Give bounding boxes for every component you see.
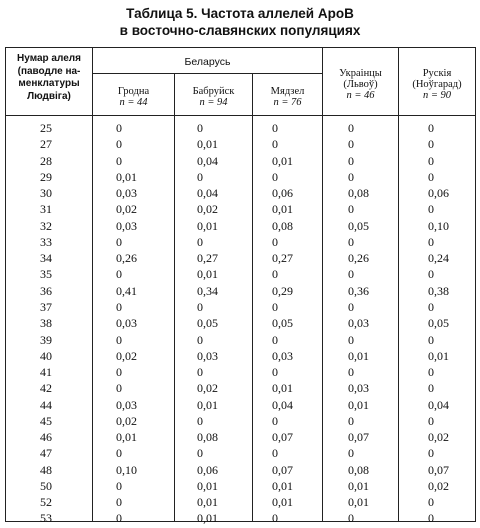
frequency-cell: 0,26 [116,251,137,266]
frequency-cell: 0,01 [272,478,293,493]
frequency-cell: 0,41 [116,283,137,298]
frequency-cell: 0 [428,299,434,314]
allele-number-cell: 32 [40,218,52,233]
frequency-cell: 0,03 [197,348,218,363]
frequency-cell: 0,02 [197,381,218,396]
frequency-cell: 0,07 [272,462,293,477]
frequency-cell: 0 [348,202,354,217]
frequency-cell: 0 [348,267,354,282]
frequency-cell: 0,06 [428,186,449,201]
allele-number-cell: 30 [40,186,52,201]
frequency-cell: 0,29 [272,283,293,298]
frequency-cell: 0 [116,153,122,168]
frequency-cell: 0,01 [197,397,218,412]
frequency-cell: 0 [116,332,122,347]
frequency-cell: 0,01 [272,495,293,510]
frequency-cell: 0 [272,511,278,526]
frequency-cell: 0,02 [428,478,449,493]
frequency-cell: 0 [116,495,122,510]
frequency-cell: 0 [348,511,354,526]
frequency-cell: 0 [116,511,122,526]
allele-number-cell: 37 [40,299,52,314]
frequency-cell: 0,10 [116,462,137,477]
frequency-cell: 0 [116,137,122,152]
frequency-cell: 0,07 [428,462,449,477]
allele-number-cell: 35 [40,267,52,282]
frequency-cell: 0 [197,121,203,135]
frequency-cell: 0 [428,202,434,217]
frequency-cell: 0 [348,121,354,135]
frequency-cell: 0 [272,332,278,347]
frequency-cell: 0 [348,299,354,314]
header-babruisk: Бабруйск n = 94 [192,86,235,108]
frequency-cell: 0 [348,446,354,461]
header-ukrainians: Украінцы (Львоў) n = 46 [339,68,382,101]
frequency-cell: 0,02 [197,202,218,217]
frequency-cell: 0 [428,267,434,282]
table-title: Таблица 5. Частота аллелей АроВ [126,6,354,21]
allele-number-cell: 38 [40,316,52,331]
allele-number-cell: 47 [40,446,52,461]
frequency-cell: 0 [428,495,434,510]
frequency-cell: 0,07 [272,430,293,445]
frequency-cell: 0,04 [197,153,218,168]
frequency-cell: 0,27 [272,251,293,266]
frequency-cell: 0 [428,413,434,428]
table-border [6,48,476,522]
frequency-cell: 0,01 [348,397,369,412]
frequency-cell: 0 [197,299,203,314]
frequency-cell: 0 [348,234,354,249]
frequency-cell: 0,01 [348,478,369,493]
frequency-cell: 0 [428,381,434,396]
frequency-cell: 0,03 [348,316,369,331]
frequency-cell: 0 [428,365,434,380]
header-belarus: Беларусь [184,56,231,68]
allele-number-cell: 48 [40,462,52,477]
frequency-cell: 0 [116,234,122,249]
frequency-cell: 0,01 [197,495,218,510]
frequency-cell: 0 [348,169,354,184]
allele-number-cell: 52 [40,495,52,510]
table-subtitle: в восточно-славянских популяциях [119,23,361,38]
frequency-cell: 0,05 [197,316,218,331]
frequency-cell: 0,01 [272,153,293,168]
frequency-cell: 0,02 [428,430,449,445]
header-myadzel: Мядзел n = 76 [270,86,305,108]
frequency-cell: 0,03 [348,381,369,396]
allele-number-cell: 39 [40,332,52,347]
header-grodna: Гродна n = 44 [117,86,150,108]
allele-number-cell: 29 [40,169,52,184]
frequency-cell: 0,01 [197,511,218,526]
frequency-cell: 0,01 [197,478,218,493]
frequency-cell: 0 [116,478,122,493]
frequency-cell: 0 [348,365,354,380]
frequency-cell: 0,01 [272,202,293,217]
frequency-cell: 0,04 [197,186,218,201]
frequency-cell: 0 [428,332,434,347]
frequency-cell: 0 [116,446,122,461]
allele-number-cell: 27 [40,137,52,152]
allele-number-cell: 33 [40,234,52,249]
frequency-cell: 0,01 [348,495,369,510]
frequency-cell: 0,27 [197,251,218,266]
frequency-cell: 0 [428,169,434,184]
frequency-cell: 0,03 [116,186,137,201]
frequency-cell: 0,34 [197,283,218,298]
frequency-cell: 0,08 [197,430,218,445]
allele-number-cell: 28 [40,153,52,168]
frequency-cell: 0,05 [272,316,293,331]
frequency-cell: 0 [197,234,203,249]
frequency-cell: 0,03 [116,218,137,233]
frequency-cell: 0,02 [116,413,137,428]
frequency-cell: 0 [428,234,434,249]
frequency-cell: 0 [116,299,122,314]
frequency-cell: 0 [116,121,122,135]
allele-number-cell: 53 [40,511,52,526]
frequency-cell: 0 [272,169,278,184]
frequency-cell: 0,08 [348,186,369,201]
frequency-cell: 0,08 [348,462,369,477]
frequency-cell: 0,07 [348,430,369,445]
frequency-cell: 0 [428,137,434,152]
allele-number-cell: 46 [40,430,52,445]
header-russians: Рускія (Ноўгарад) n = 90 [412,68,462,101]
frequency-cell: 0 [197,169,203,184]
allele-number-cell: 41 [40,365,52,380]
frequency-cell: 0 [348,413,354,428]
allele-number-cell: 44 [40,397,52,412]
frequency-cell: 0 [272,446,278,461]
frequency-cell: 0 [197,365,203,380]
frequency-cell: 0,10 [428,218,449,233]
frequency-cell: 0 [272,365,278,380]
frequency-cell: 0,03 [116,397,137,412]
allele-number-cell: 25 [40,121,52,135]
frequency-cell: 0 [197,413,203,428]
frequency-cell: 0 [428,121,434,135]
frequency-cell: 0 [197,446,203,461]
allele-number-cell: 42 [40,381,52,396]
allele-number-cell: 40 [40,348,52,363]
frequency-cell: 0,36 [348,283,369,298]
frequency-cell: 0,02 [116,202,137,217]
frequency-cell: 0,01 [116,430,137,445]
frequency-cell: 0,24 [428,251,449,266]
frequency-cell: 0 [272,137,278,152]
frequency-cell: 0 [272,413,278,428]
allele-number-cell: 31 [40,202,52,217]
frequency-cell: 0,03 [272,348,293,363]
frequency-cell: 0 [116,381,122,396]
allele-number-cell: 45 [40,413,52,428]
frequency-cell: 0 [348,332,354,347]
frequency-cell: 0,02 [116,348,137,363]
frequency-cell: 0 [272,299,278,314]
allele-number-cell: 34 [40,251,52,266]
header-allele-number: Нумар алеля (паводле на- менклатуры Людвіга) [17,53,81,102]
frequency-cell: 0 [197,332,203,347]
frequency-cell: 0,26 [348,251,369,266]
allele-number-cell: 50 [40,478,52,493]
frequency-cell: 0 [348,137,354,152]
frequency-cell: 0,01 [197,137,218,152]
frequency-cell: 0,04 [272,397,293,412]
frequency-cell: 0 [272,234,278,249]
frequency-cell: 0,38 [428,283,449,298]
frequency-cell: 0,03 [116,316,137,331]
frequency-cell: 0 [428,511,434,526]
frequency-cell: 0 [116,365,122,380]
frequency-cell: 0,01 [428,348,449,363]
frequency-cell: 0,01 [197,218,218,233]
frequency-cell: 0 [272,121,278,135]
frequency-cell: 0,01 [348,348,369,363]
frequency-cell: 0 [428,153,434,168]
frequency-cell: 0,01 [116,169,137,184]
frequency-cell: 0,06 [272,186,293,201]
frequency-cell: 0 [272,267,278,282]
frequency-cell: 0,01 [197,267,218,282]
frequency-cell: 0 [348,153,354,168]
frequency-cell: 0 [428,446,434,461]
frequency-cell: 0,01 [272,381,293,396]
frequency-cell: 0,06 [197,462,218,477]
frequency-cell: 0,04 [428,397,449,412]
frequency-cell: 0,05 [348,218,369,233]
allele-number-cell: 36 [40,283,52,298]
frequency-cell: 0,05 [428,316,449,331]
frequency-cell: 0 [116,267,122,282]
frequency-cell: 0,08 [272,218,293,233]
